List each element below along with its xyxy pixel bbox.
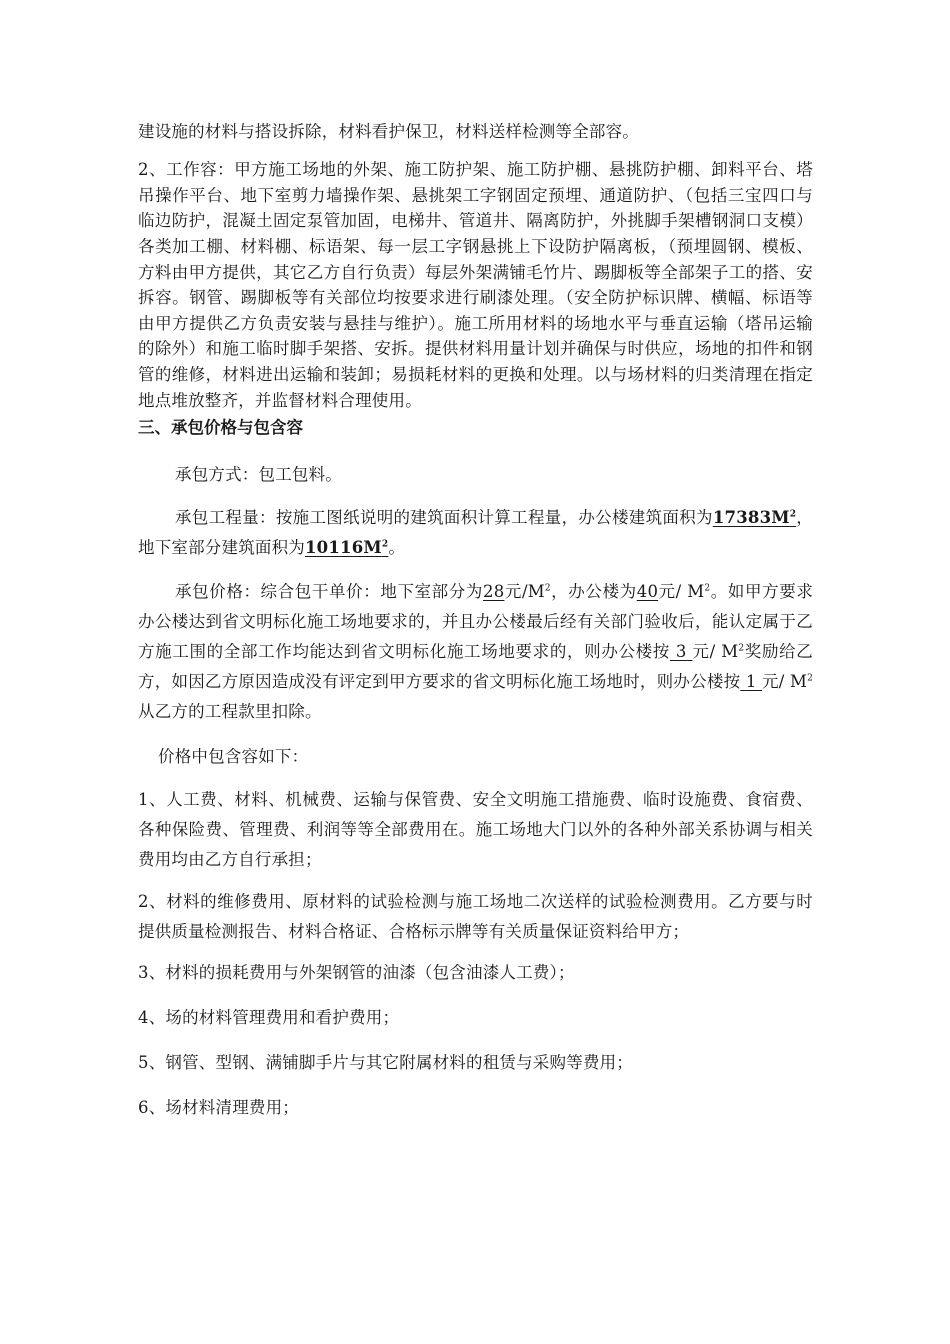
list-item: 1、人工费、材料、机械费、运输与保管费、安全文明施工措施费、临时设施费、食宿费、各种保险费、管理费、利润等等全部费用在。施工场地大门以外的各种外部关系协调与相关费用均由乙方自行承担；	[138, 789, 813, 869]
list-item: 4、场的材料管理费用和看护费用；	[138, 1007, 400, 1027]
basement-price-value: 28	[483, 582, 505, 602]
quantity-text-1: 承包工程量：按施工图纸说明的建筑面积计算工程量，办公楼建筑面积为	[175, 508, 713, 528]
intro-paragraph: 建设施的材料与搭设拆除，材料看护保卫，材料送样检测等全部容。	[138, 122, 639, 141]
reward-value: 3	[675, 642, 687, 662]
section-heading-3: 三、承包价格与包含容	[138, 418, 303, 438]
office-area-value: $17383M^2$	[712, 508, 797, 528]
quantity-text-2: ，地下室部分建筑面积为	[138, 508, 813, 558]
document-page	[138, 118, 813, 1121]
list-item: 3、材料的损耗费用与外架钢管的油漆（包含油漆人工费）；	[138, 962, 575, 982]
list-item: 2、材料的维修费用、原材料的试验检测与施工场地二次送样的试验检测费用。乙方要与时提供质量检测报告、材料合格证、合格标示牌等有关质量保证资料给甲方；	[138, 891, 813, 941]
list-item: 5、钢管、型钢、满铺脚手片与其它附属材料的租赁与采购等费用；	[138, 1052, 633, 1072]
list-item: 6、场材料清理费用；	[138, 1098, 299, 1118]
included-items-intro: 价格中包含容如下：	[158, 747, 309, 767]
contract-mode-paragraph: 承包方式：包工包料。	[175, 465, 342, 485]
price-paragraph: 承包价格：综合包干单价：地下室部分为28元$/M^2$，办公楼为40元/ $M^2$。如甲方要求办公楼达到省文明标化施工场地要求的，并且办公楼最后经有关部门验收后，能认定属于乙方施工围的全部工作均能达到省文明标化施工场地要求的，则办公楼按 3 元/ $M^2$奖励给乙方，如因乙方原因造成没有评定到甲方要求的省文明标化施工场地时，则办公楼按 1 元/ $M^2$从乙方的工程款里扣除。	[138, 582, 814, 722]
quantity-paragraph: 承包工程量：按施工图纸说明的建筑面积计算工程量，办公楼建筑面积为$17383M^2$，地下室部分建筑面积为$10116M^2$。	[138, 508, 813, 558]
work-content-paragraph: 2、工作容：甲方施工场地的外架、施工防护架、施工防护棚、悬挑防护棚、卸料平台、塔吊操作平台、地下室剪力墙操作架、悬挑架工字钢固定预埋、通道防护、（包括三宝四口与临边防护，混凝土固定泵管加固，电梯井、管道井、隔离防护，外挑脚手架槽钢洞口支模）各类加工棚、材料棚、标语架、每一层工字钢悬挑上下设防护隔离板，（预埋圆钢、模板、方料由甲方提供，其它乙方自行负责）每层外架满铺毛竹片、踢脚板等全部架子工的搭、安拆容。钢管、踢脚板等有关部位均按要求进行刷漆处理。（安全防护标识牌、横幅、标语等由甲方提供乙方负责安装与悬挂与维护）。施工所用材料的场地水平与垂直运输（塔吊运输的除外）和施工临时脚手架搭、安拆。提供材料用量计划并确保与时供应，场地的扣件和钢管的维修，材料进出运输和装卸；易损耗材料的更换和处理。以与场材料的归类清理在指定地点堆放整齐，并监督材料合理使用。	[138, 160, 813, 410]
penalty-value: 1	[745, 672, 757, 692]
office-price-value: 40	[636, 582, 659, 602]
basement-area-value: $10116M^2$	[305, 538, 389, 558]
